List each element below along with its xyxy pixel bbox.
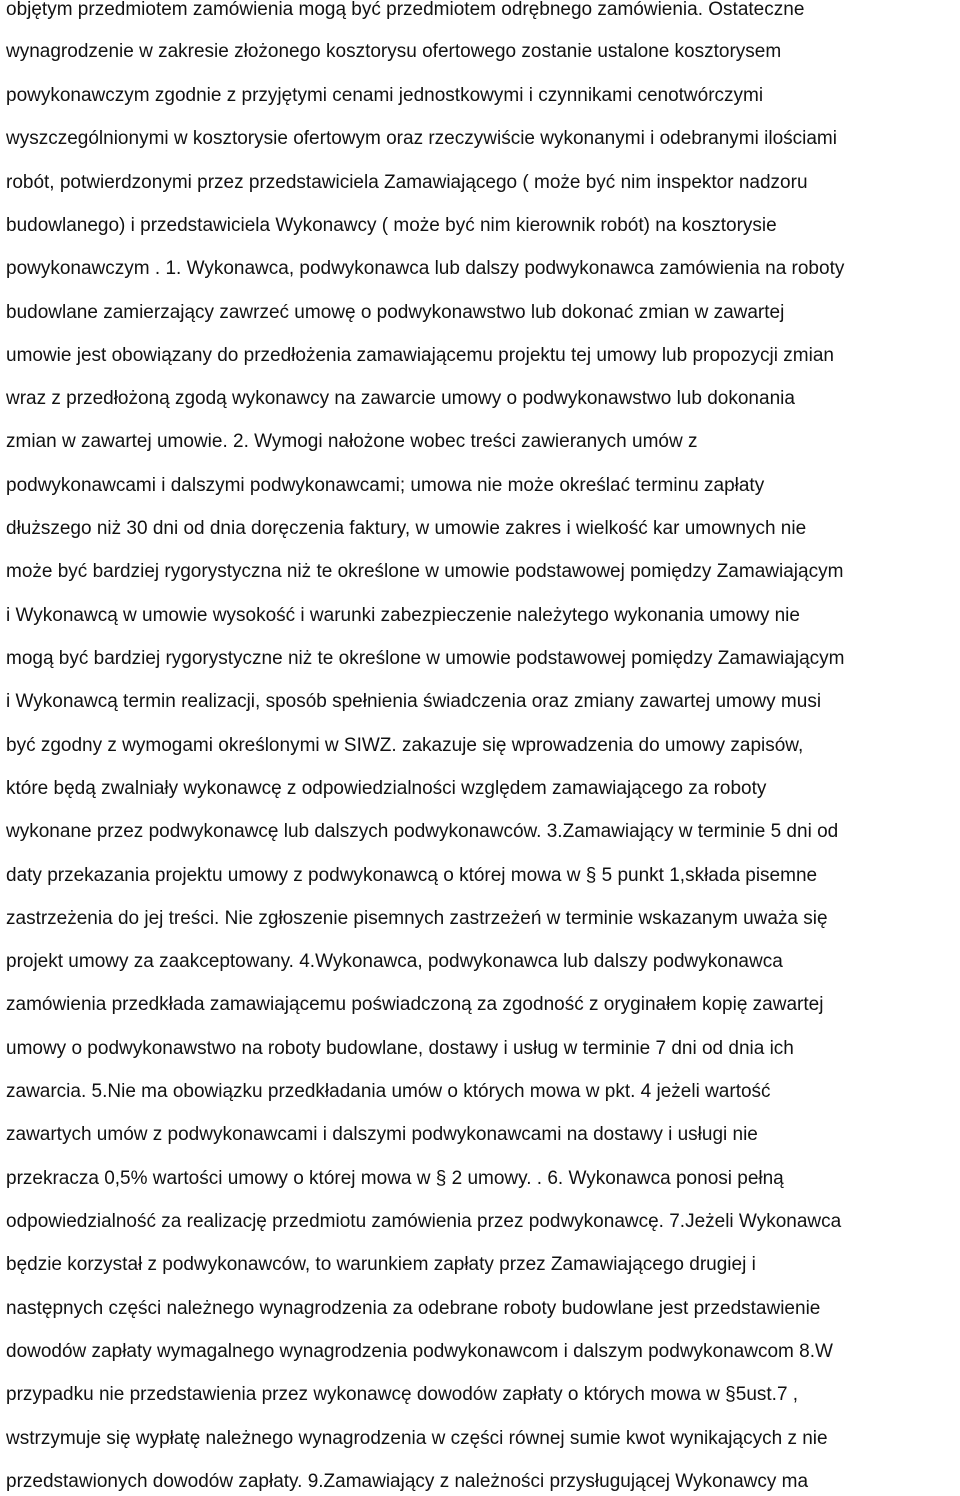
text-line: przekracza 0,5% wartości umowy o której mowa w § 2 umowy. . 6. Wykonawca ponosi pełną [6,1168,784,1189]
text-line: następnych części należnego wynagrodzenia za odebrane roboty budowlane jest przedstawienie [6,1298,821,1319]
text-line: robót, potwierdzonymi przez przedstawiciela Zamawiającego ( może być nim inspektor nadzoru [6,172,808,193]
text-line: podwykonawcami i dalszymi podwykonawcami; umowa nie może określać terminu zapłaty [6,475,765,496]
text-line: mogą być bardziej rygorystyczne niż te określone w umowie podstawowej pomiędzy Zamawiającym [6,648,845,669]
text-line: budowlanego) i przedstawiciela Wykonawcy ( może być nim kierownik robót) na kosztorysie [6,215,777,236]
text-line: zamówienia przedkłada zamawiającemu poświadczoną za zgodność z oryginałem kopię zawartej [6,994,824,1015]
text-line: zawartych umów z podwykonawcami i dalszymi podwykonawcami na dostawy i usługi nie [6,1124,758,1145]
text-line: powykonawczym . 1. Wykonawca, podwykonawca lub dalszy podwykonawca zamówienia na roboty [6,258,845,279]
text-line: wynagrodzenie w zakresie złożonego kosztorysu ofertowego zostanie ustalone kosztorysem [6,41,782,62]
text-line: zastrzeżenia do jej treści. Nie zgłoszenie pisemnych zastrzeżeń w terminie wskazanym uważa się [6,908,828,929]
text-line: wyszczególnionymi w kosztorysie ofertowym oraz rzeczywiście wykonanymi i odebranymi ilościami [6,128,837,149]
text-line: może być bardziej rygorystyczna niż te określone w umowie podstawowej pomiędzy Zamawiającym [6,561,844,582]
text-line: odpowiedzialność za realizację przedmiotu zamówienia przez podwykonawcę. 7.Jeżeli Wykonawca [6,1211,842,1232]
text-line: zmian w zawartej umowie. 2. Wymogi nałożone wobec treści zawieranych umów z [6,431,698,452]
text-line: zawarcia. 5.Nie ma obowiązku przedkładania umów o których mowa w pkt. 4 jeżeli wartość [6,1081,771,1102]
text-line: będzie korzystał z podwykonawców, to warunkiem zapłaty przez Zamawiającego drugiej i [6,1254,756,1275]
text-line: i Wykonawcą termin realizacji, sposób spełnienia świadczenia oraz zmiany zawartej umowy musi [6,691,822,712]
text-line: powykonawczym zgodnie z przyjętymi cenami jednostkowymi i czynnikami cenotwórczymi [6,85,764,106]
text-line: dowodów zapłaty wymagalnego wynagrodzenia podwykonawcom i dalszym podwykonawcom 8.W [6,1341,833,1362]
text-line: i Wykonawcą w umowie wysokość i warunki zabezpieczenie należytego wykonania umowy nie [6,605,800,626]
text-line: umowie jest obowiązany do przedłożenia zamawiającemu projektu tej umowy lub propozycji zmian [6,345,834,366]
text-line: być zgodny z wymogami określonymi w SIWZ. zakazuje się wprowadzenia do umowy zapisów, [6,735,804,756]
text-line: wstrzymuje się wypłatę należnego wynagrodzenia w części równej sumie kwot wynikających z nie [6,1428,828,1449]
text-line: objętym przedmiotem zamówienia mogą być przedmiotem odrębnego zamówienia. Ostateczne [6,0,805,20]
text-line: budowlane zamierzający zawrzeć umowę o podwykonawstwo lub dokonać zmian w zawartej [6,302,785,323]
text-line: wraz z przedłożoną zgodą wykonawcy na zawarcie umowy o podwykonawstwo lub dokonania [6,388,795,409]
text-line: które będą zwalniały wykonawcę z odpowiedzialności względem zamawiającego za roboty [6,778,767,799]
text-line: daty przekazania projektu umowy z podwykonawcą o której mowa w § 5 punkt 1,składa pisemne [6,865,818,886]
text-line: umowy o podwykonawstwo na roboty budowlane, dostawy i usług w terminie 7 dni od dnia ich [6,1038,794,1059]
text-line: wykonane przez podwykonawcę lub dalszych podwykonawców. 3.Zamawiający w terminie 5 dni od [6,821,839,842]
text-line: przypadku nie przedstawienia przez wykonawcę dowodów zapłaty o których mowa w §5ust.7 , [6,1384,799,1405]
text-line: dłuższego niż 30 dni od dnia doręczenia faktury, w umowie zakres i wielkość kar umownych nie [6,518,807,539]
text-line: przedstawionych dowodów zapłaty. 9.Zamawiający z należności przysługującej Wykonawcy ma [6,1471,809,1492]
text-line: projekt umowy za zaakceptowany. 4.Wykonawca, podwykonawca lub dalszy podwykonawca [6,951,783,972]
